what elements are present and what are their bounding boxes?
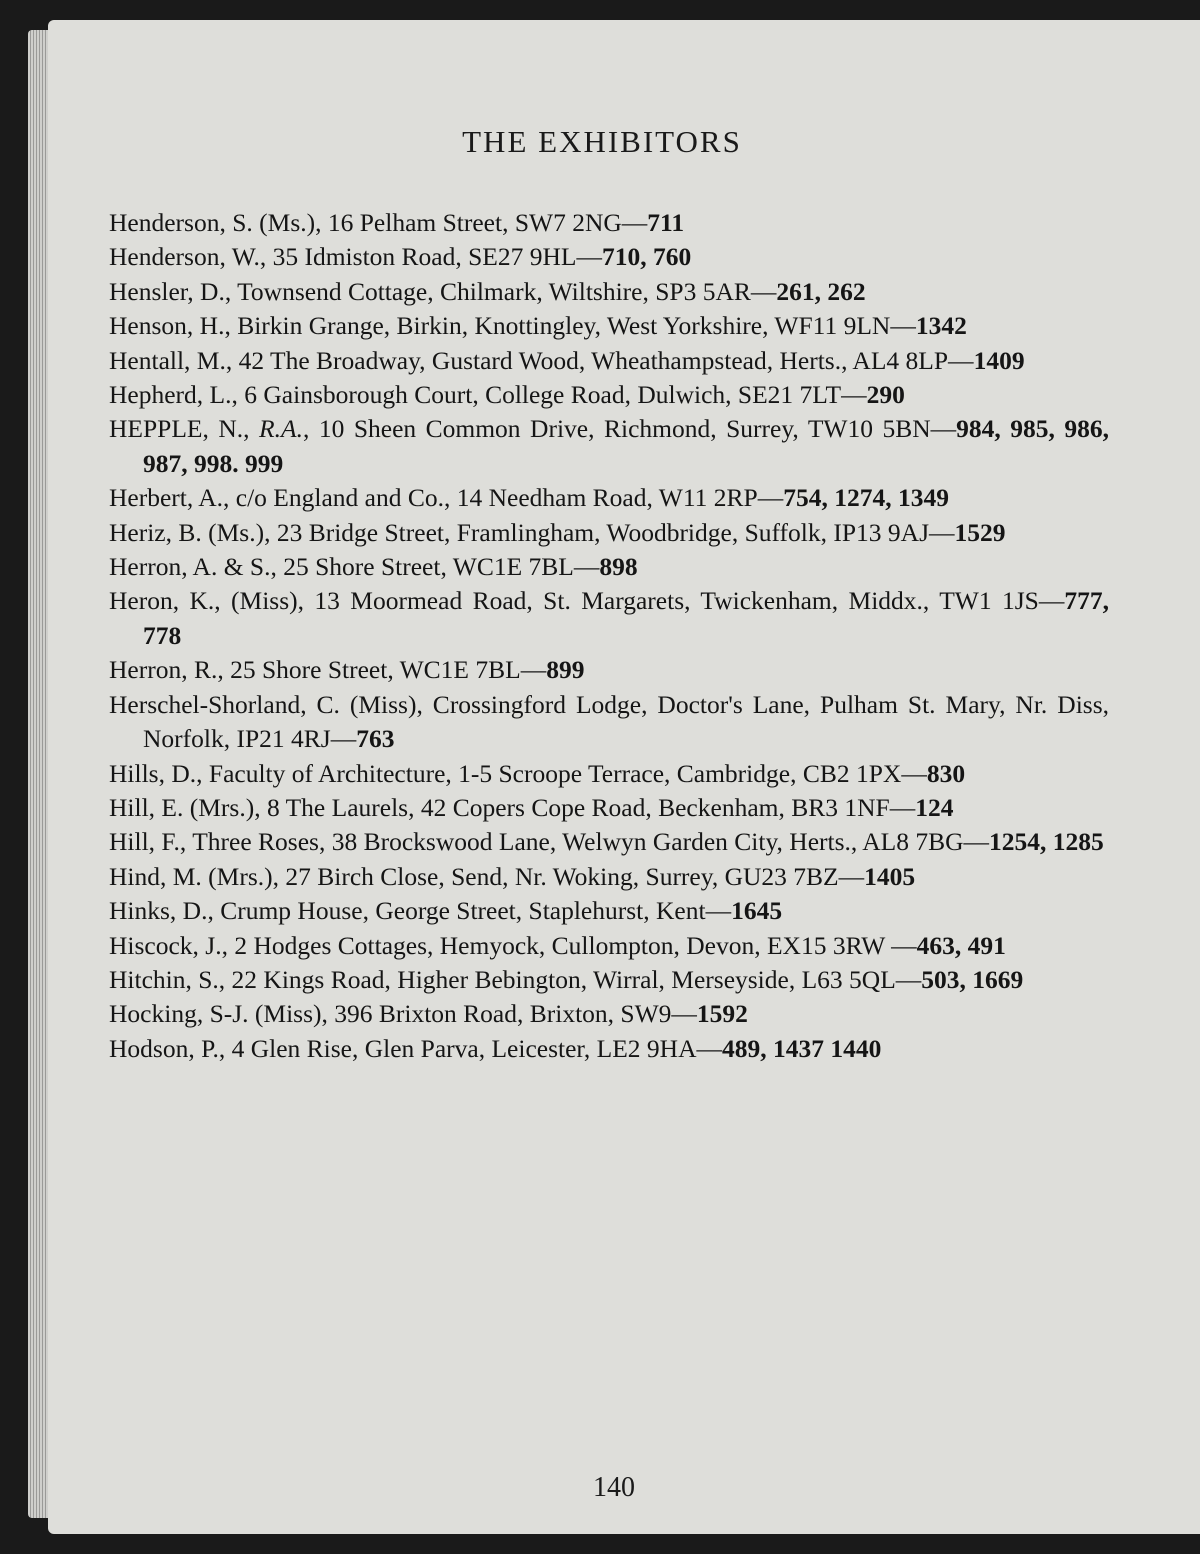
exhibitor-entry <box>109 275 1109 309</box>
exhibitor-address: Hensler, D., Townsend Cottage, Chilmark, Wiltshire, SP3 5AR— <box>109 276 777 306</box>
exhibitor-address: Hitchin, S., 22 Kings Road, Higher Bebington, Wirral, Merseyside, L63 5QL— <box>109 964 922 994</box>
exhibitor-entry <box>109 344 1109 378</box>
exhibitor-entry <box>109 757 1109 791</box>
catalogue-numbers: 898 <box>599 552 638 582</box>
catalogue-numbers: 1405 <box>864 861 916 891</box>
exhibitor-address: Hill, E. (Mrs.), 8 The Laurels, 42 Copers Cope Road, Beckenham, BR3 1NF— <box>109 792 916 822</box>
exhibitor-entry <box>109 412 1109 481</box>
catalogue-numbers: 984, 985, 986, 987, 998. 999 <box>143 414 1109 478</box>
exhibitor-address: Hodson, P., 4 Glen Rise, Glen Parva, Leicester, LE2 9HA— <box>109 1033 722 1063</box>
exhibitor-address: Hills, D., Faculty of Architecture, 1-5 Scroope Terrace, Cambridge, CB2 1PX— <box>109 758 927 788</box>
exhibitor-entry <box>109 688 1109 757</box>
exhibitor-address-cont: , 10 Sheen Common Drive, Richmond, Surrey, TW10 5BN— <box>302 414 957 444</box>
exhibitor-entry <box>109 309 1109 343</box>
exhibitor-entry <box>109 825 1109 859</box>
exhibitor-entry <box>109 516 1109 550</box>
exhibitor-address: Hiscock, J., 2 Hodges Cottages, Hemyock, Cullompton, Devon, EX15 3RW — <box>109 930 917 960</box>
exhibitor-address: Hill, F., Three Roses, 38 Brockswood Lane, Welwyn Garden City, Herts., AL8 7BG— <box>109 827 990 857</box>
exhibitor-address: Henderson, W., 35 Idmiston Road, SE27 9HL— <box>109 242 602 272</box>
catalogue-numbers: 1409 <box>973 345 1025 375</box>
catalogue-numbers: 290 <box>866 380 905 410</box>
exhibitor-address: Heron, K., (Miss), 13 Moormead Road, St. Margarets, Twickenham, Middx., TW1 1JS— <box>109 586 1065 616</box>
catalogue-numbers: 1342 <box>915 311 967 341</box>
exhibitor-address: Hind, M. (Mrs.), 27 Birch Close, Send, Nr. Woking, Surrey, GU23 7BZ— <box>109 861 865 891</box>
exhibitor-entry <box>109 653 1109 687</box>
catalogue-numbers: 1592 <box>696 999 748 1029</box>
catalogue-numbers: 489, 1437 1440 <box>722 1033 882 1063</box>
exhibitor-entry <box>109 1032 1109 1066</box>
exhibitor-list <box>109 206 1109 1066</box>
exhibitor-entry <box>109 963 1109 997</box>
exhibitor-address: Herron, A. & S., 25 Shore Street, WC1E 7BL— <box>109 552 600 582</box>
exhibitor-address: Henson, H., Birkin Grange, Birkin, Knottingley, West Yorkshire, WF11 9LN— <box>109 311 916 341</box>
catalogue-numbers: 777, 778 <box>143 586 1109 650</box>
exhibitor-entry <box>109 550 1109 584</box>
exhibitor-address: Heriz, B. (Ms.), 23 Bridge Street, Framlingham, Woodbridge, Suffolk, IP13 9AJ— <box>109 517 955 547</box>
page-number: 140 <box>593 1472 635 1503</box>
catalogue-numbers: 261, 262 <box>776 276 866 306</box>
exhibitor-entry <box>109 929 1109 963</box>
exhibitor-address: Hocking, S-J. (Miss), 396 Brixton Road, Brixton, SW9— <box>109 999 697 1029</box>
catalogue-numbers: 710, 760 <box>601 242 692 272</box>
exhibitor-address: Herbert, A., c/o England and Co., 14 Needham Road, W11 2RP— <box>109 483 784 513</box>
catalogue-numbers: 503, 1669 <box>921 964 1024 994</box>
exhibitor-entry <box>109 378 1109 412</box>
catalogue-numbers: 899 <box>546 655 585 685</box>
exhibitor-entry <box>109 860 1109 894</box>
exhibitor-entry <box>109 240 1109 274</box>
exhibitor-address: Hepherd, L., 6 Gainsborough Court, College Road, Dulwich, SE21 7LT— <box>109 380 867 410</box>
catalogue-numbers: 1254, 1285 <box>989 827 1104 857</box>
exhibitor-address: Hentall, M., 42 The Broadway, Gustard Wood, Wheathampstead, Herts., AL4 8LP— <box>109 345 974 375</box>
page-heading: THE EXHIBITORS <box>462 124 742 159</box>
exhibitor-address: Herron, R., 25 Shore Street, WC1E 7BL— <box>109 655 547 685</box>
catalogue-numbers: 754, 1274, 1349 <box>783 483 949 513</box>
exhibitor-entry <box>109 206 1109 240</box>
exhibitor-entry <box>109 481 1109 515</box>
catalogue-numbers: 1529 <box>954 517 1006 547</box>
catalogue-numbers: 124 <box>915 792 954 822</box>
exhibitor-address: HEPPLE, N., <box>109 414 260 444</box>
catalogue-numbers: 1645 <box>731 896 783 926</box>
catalogue-numbers: 711 <box>647 208 685 237</box>
exhibitor-entry <box>109 791 1109 825</box>
catalogue-numbers: 763 <box>356 724 395 754</box>
catalogue-numbers: 830 <box>926 758 966 788</box>
exhibitor-address: Henderson, S. (Ms.), 16 Pelham Street, SW7 2NG— <box>109 208 648 237</box>
exhibitor-address: Herschel-Shorland, C. (Miss), Crossingford Lodge, Doctor's Lane, Pulham St. Mary, Nr. Diss, Norfolk, IP21 4RJ— <box>109 689 1109 754</box>
catalogue-numbers: 463, 491 <box>916 930 1006 960</box>
exhibitor-entry <box>109 584 1109 653</box>
exhibitor-entry <box>109 997 1109 1031</box>
exhibitor-honour: R.A. <box>259 414 303 444</box>
exhibitor-entry <box>109 894 1109 928</box>
exhibitor-address: Hinks, D., Crump House, George Street, Staplehurst, Kent— <box>109 896 732 926</box>
